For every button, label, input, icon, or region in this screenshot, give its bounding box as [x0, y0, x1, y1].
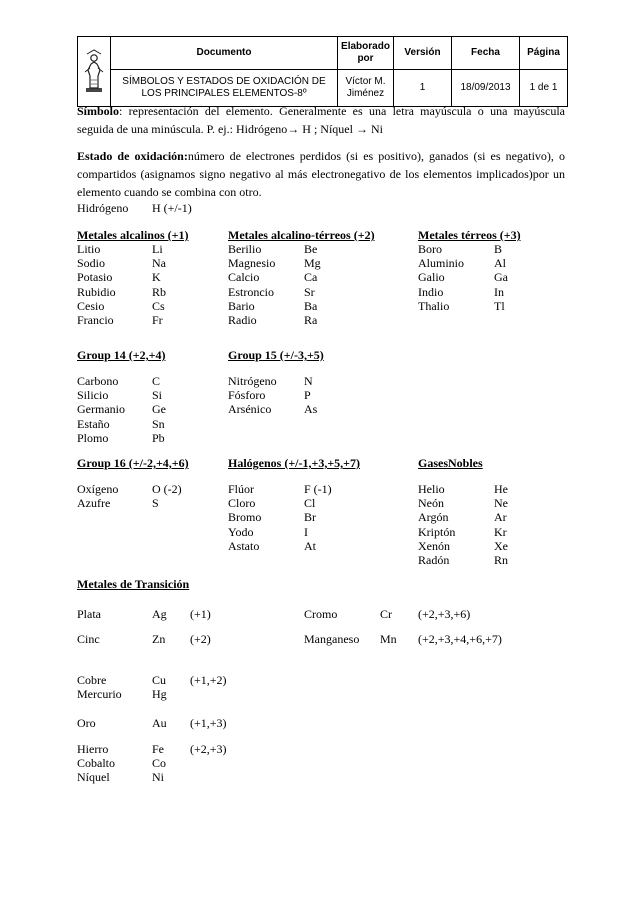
element-symbol: At — [304, 538, 316, 553]
transition-cell: (+1,+3) — [190, 716, 227, 730]
element-symbol: S — [152, 496, 159, 511]
group-title-nobles: GasesNobles — [418, 456, 483, 470]
transition-cell: Fe — [152, 742, 164, 756]
element-symbol: He — [494, 482, 508, 496]
transition-cell: Co — [152, 756, 167, 770]
element-symbol: Si — [152, 388, 163, 403]
element-symbol: Al — [494, 256, 506, 271]
simbolo-definition — [77, 102, 565, 138]
element-name: Cloro — [228, 496, 256, 511]
element-name: Potasio — [77, 270, 113, 285]
element-symbol: Kr — [494, 524, 507, 539]
element-name: Calcio — [228, 270, 260, 285]
element-name: Bromo — [228, 510, 262, 525]
transition-cell: Níquel — [77, 770, 110, 784]
element-symbol: Ra — [304, 313, 318, 327]
element-symbol: Ge — [152, 402, 166, 417]
element-name: Estroncio — [228, 284, 274, 299]
element-symbol: Br — [304, 510, 316, 525]
element-symbol: Rb — [152, 284, 167, 299]
transition-cell: Hierro — [77, 742, 109, 756]
transicion-title: Metales de Transición — [77, 577, 190, 591]
transition-cell: Ag — [152, 607, 167, 621]
element-name: Thalio — [418, 298, 450, 313]
element-symbol: Ar — [494, 510, 507, 525]
element-symbol: Mg — [304, 256, 321, 271]
transition-cell: Mercurio — [77, 687, 122, 701]
element-name: Aluminio — [418, 256, 465, 271]
element-name: Litio — [77, 242, 101, 256]
element-symbol: K — [152, 270, 161, 285]
arrow-icon: → — [287, 122, 300, 136]
element-name: Arsénico — [228, 402, 272, 417]
oxidacion-term: Estado de oxidación: — [77, 149, 188, 163]
element-symbol: As — [304, 402, 318, 417]
element-name: Kriptón — [418, 524, 456, 539]
element-symbol: Fr — [152, 313, 163, 327]
simbolo-example-1: H ; Níquel — [299, 122, 356, 136]
element-name: Plomo — [77, 430, 109, 445]
group-title-alcalinos: Metales alcalinos (+1) — [77, 228, 189, 242]
element-symbol: Xe — [494, 538, 508, 553]
hydrogen-name: Hidrógeno — [77, 201, 129, 215]
group-title-g15: Group 15 (+/-3,+5) — [228, 348, 324, 362]
group-title-alcalinoterreos: Metales alcalino-térreos (+2) — [228, 228, 375, 242]
oxidacion-text: número de electrones perdidos (si es positivo), ganados (si es negativo), o compartidos (asignamos signo negativo al más electronegativo de los elementos implicados)por un elemento cuando se combina con otro. — [77, 149, 566, 199]
element-symbol: Ca — [304, 270, 318, 285]
element-name: Azufre — [77, 496, 111, 511]
element-symbol: C — [152, 374, 161, 388]
element-name: Helio — [418, 482, 445, 496]
element-name: Magnesio — [228, 256, 276, 271]
transition-cell: (+2,+3) — [190, 742, 227, 756]
element-name: Galio — [418, 270, 445, 285]
transition-cell: Hg — [152, 687, 167, 701]
element-symbol: Ne — [494, 496, 508, 511]
transition-cell: Au — [152, 716, 167, 730]
hydrogen-symbol: H (+/-1) — [152, 201, 192, 215]
element-name: Berilio — [228, 242, 262, 256]
simbolo-text: : representación del elemento. Generalmente es una letra mayúscula o una mayúscula seguida de una minúscula. P. ej.: Hidrógeno — [77, 104, 565, 136]
group-title-g16: Group 16 (+/-2,+4,+6) — [77, 456, 189, 470]
transition-cell: Cr — [380, 607, 392, 621]
fecha-value: 18/09/2013 — [452, 70, 520, 107]
element-name: Sodio — [77, 256, 106, 271]
transition-cell: Cobalto — [77, 756, 115, 770]
transition-cell: Cinc — [77, 632, 100, 646]
group-title-halogenos: Halógenos (+/-1,+3,+5,+7) — [228, 456, 361, 470]
element-name: Nitrógeno — [228, 374, 277, 388]
transition-cell: Ni — [152, 770, 164, 784]
transition-cell: Mn — [380, 632, 397, 646]
element-name: Xenón — [418, 538, 450, 553]
col-elaborado-label: Elaborado por — [338, 37, 394, 70]
arrow-icon: → — [355, 122, 368, 136]
transition-cell: Oro — [77, 716, 96, 730]
element-symbol: Sn — [152, 416, 165, 431]
element-name: Francio — [77, 313, 114, 327]
pagina-value: 1 de 1 — [520, 70, 568, 107]
transition-cell: Cu — [152, 673, 167, 687]
transition-cell: (+2,+3,+4,+6,+7) — [418, 632, 502, 646]
element-symbol: Pb — [152, 430, 165, 445]
element-symbol: Be — [304, 242, 318, 256]
element-symbol: Na — [152, 256, 166, 271]
transition-cell: Plata — [77, 607, 101, 621]
transition-cell: Zn — [152, 632, 166, 646]
element-symbol: N — [304, 374, 313, 388]
element-symbol: Li — [152, 242, 163, 256]
documento-value: SÍMBOLOS Y ESTADOS DE OXIDACIÓN DE LOS PRINCIPALES ELEMENTOS-8º — [111, 70, 338, 107]
element-symbol: O (-2) — [152, 482, 182, 496]
element-symbol: Cl — [304, 496, 316, 511]
element-name: Argón — [418, 510, 449, 525]
element-symbol: Ba — [304, 298, 318, 313]
transition-cell: Cobre — [77, 673, 107, 687]
transition-cell: (+2,+3,+6) — [418, 607, 471, 621]
group-title-terreos: Metales térreos (+3) — [418, 228, 521, 242]
element-symbol: Rn — [494, 553, 509, 567]
element-symbol: In — [494, 284, 504, 299]
element-symbol: B — [494, 242, 503, 256]
transition-cell: (+1) — [190, 607, 211, 621]
col-fecha-label: Fecha — [452, 37, 520, 70]
element-name: Fósforo — [228, 388, 266, 403]
col-pagina-label: Página — [520, 37, 568, 70]
element-name: Indio — [418, 284, 444, 299]
elaborado-value: Víctor M. Jiménez — [338, 70, 394, 107]
element-symbol: P — [304, 388, 311, 403]
element-name: Neón — [418, 496, 444, 511]
element-symbol: Ga — [494, 270, 508, 285]
element-name: Boro — [418, 242, 442, 256]
transition-cell: Cromo — [304, 607, 338, 621]
element-name: Flúor — [228, 482, 255, 496]
element-symbol: Sr — [304, 284, 315, 299]
document-header-table — [77, 36, 568, 107]
oxidacion-definition — [77, 147, 565, 201]
transition-cell: (+1,+2) — [190, 673, 227, 687]
element-name: Germanio — [77, 402, 125, 417]
version-value: 1 — [394, 70, 452, 107]
school-logo-icon — [80, 42, 108, 98]
element-symbol: F (-1) — [304, 482, 332, 496]
element-name: Rubidio — [77, 284, 116, 299]
element-name: Estaño — [77, 416, 110, 431]
element-name: Silicio — [77, 388, 109, 403]
element-name: Oxígeno — [77, 482, 119, 496]
element-name: Bario — [228, 298, 255, 313]
element-name: Yodo — [228, 524, 254, 539]
element-name: Radón — [418, 553, 450, 567]
group-title-g14: Group 14 (+2,+4) — [77, 348, 166, 362]
element-name: Carbono — [77, 374, 119, 388]
element-name: Astato — [228, 538, 260, 553]
element-symbol: Cs — [152, 298, 165, 313]
element-symbol: Tl — [494, 298, 505, 313]
simbolo-term: Símbolo — [77, 104, 120, 118]
element-name: Cesio — [77, 298, 105, 313]
element-name: Radio — [228, 313, 257, 327]
col-documento-label: Documento — [111, 37, 338, 70]
element-symbol: I — [304, 524, 308, 539]
transition-cell: Manganeso — [304, 632, 360, 646]
transition-cell: (+2) — [190, 632, 211, 646]
simbolo-example-2: Ni — [367, 122, 383, 136]
logo-cell — [78, 37, 111, 107]
col-version-label: Versión — [394, 37, 452, 70]
